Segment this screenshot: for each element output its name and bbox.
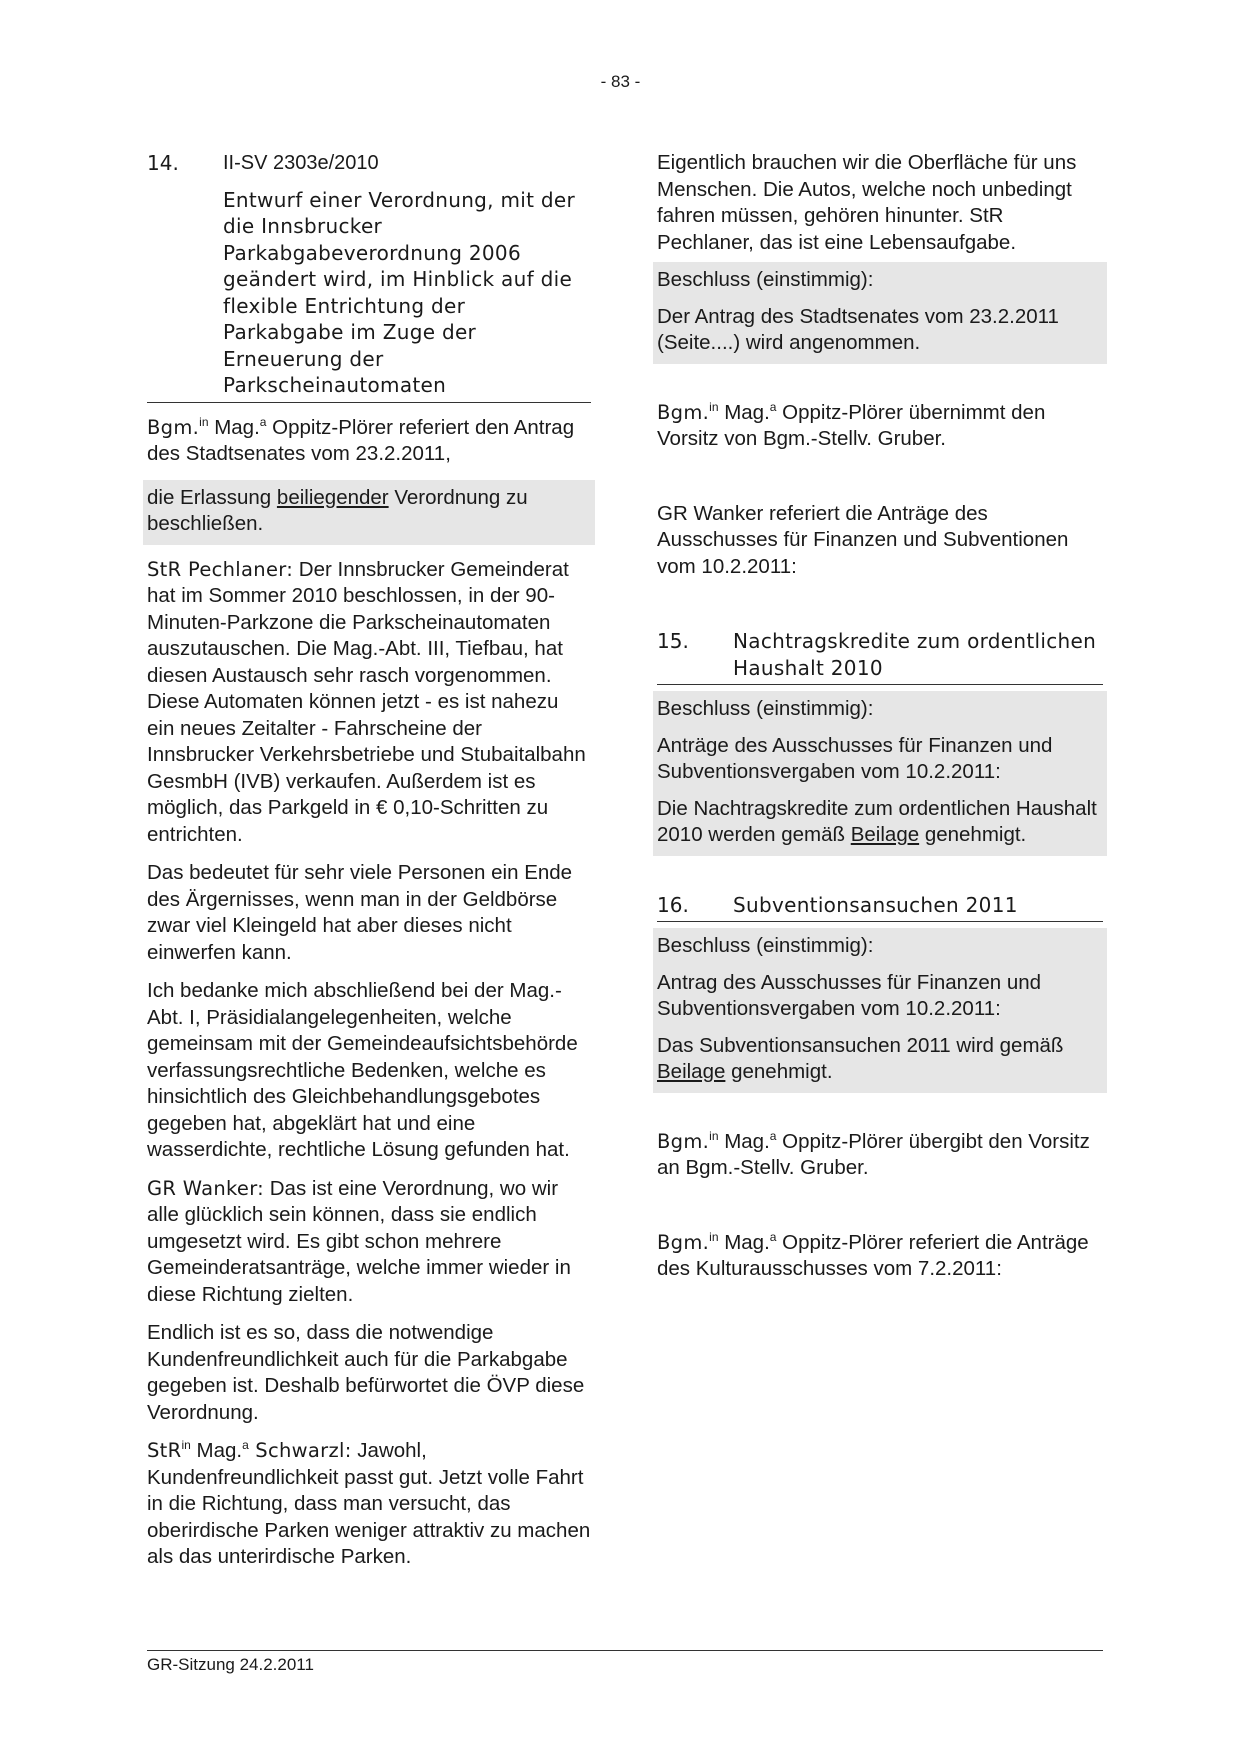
item-title: Entwurf einer Verordnung, mit der die Innsbrucker Parkabgabeverordnung 2006 geändert wird, im Hinblick auf die flexible Entrichtung der Parkabgabe im Zuge der Erneuerung der Parkscheinautomaten [223, 187, 576, 397]
attachment-link[interactable]: Beilage [657, 1060, 726, 1083]
attachment-link[interactable]: Beilage [850, 823, 920, 846]
page-number: - 83 - [600, 72, 641, 91]
speech-wanker: GR Wanker: Das ist eine Verordnung, wo wir alle glücklich sein können, dass sie endlich umgesetzt wird. Es gibt schon mehrere Gemeinderatsanträge, welche immer wieder in diese Richtung zielten. [147, 1176, 571, 1306]
resolution-box [653, 691, 1107, 856]
footer-divider [147, 1650, 1103, 1651]
resolution-label: Beschluss (einstimmig): [657, 268, 874, 291]
item-number: 14. [147, 151, 179, 175]
resolution-text: Antrag des Ausschusses für Finanzen und Subventionsvergaben vom 10.2.2011: [657, 970, 1042, 1020]
referral-paragraph: Bgm.$^{in}$ Mag.$^a$ Oppitz-Plörer referiert die Anträge des Kulturausschusses vom 7.2.2011: [657, 1229, 1089, 1280]
resolution-label: Beschluss (einstimmig): [657, 934, 874, 957]
resolution-box [653, 928, 1107, 1093]
item-number: 15. [657, 629, 689, 653]
paragraph: Eigentlich brauchen wir die Oberfläche für uns Menschen. Die Autos, welche noch unbedingt fahren müssen, gehören hinunter. StR Pechlaner, das ist eine Lebensaufgabe. [657, 151, 1077, 254]
resolution-text: Die Nachtragskredite zum ordentlichen Haushalt 2010 werden gemäß Beilage genehmigt. [657, 796, 1097, 846]
agenda-item-15 [657, 628, 1103, 685]
motion-box: die Erlassung beiliegender Verordnung zu beschließen. [143, 480, 595, 545]
speaker-name: GR Wanker: [147, 1176, 265, 1200]
item-code: II-SV 2303e/2010 [223, 152, 379, 174]
left-column [147, 150, 591, 1583]
paragraph: Endlich ist es so, dass die notwendige Kundenfreundlichkeit auch für die Parkabgabe gegeben ist. Deshalb befürwortet die ÖVP diese Verordnung. [147, 1321, 585, 1424]
resolution-box [653, 262, 1107, 364]
resolution-text: Anträge des Ausschusses für Finanzen und Subventionsvergaben vom 10.2.2011: [657, 733, 1053, 783]
agenda-item-16 [657, 892, 1103, 923]
speech-schwarzl: StR$^{in}$ Mag.$^a$ Schwarzl: Jawohl, Kundenfreundlichkeit passt gut. Jetzt volle Fahrt in die Richtung, dass man versucht, das oberirdische Parken weniger attraktiv zu machen als das unterirdische Parken. [147, 1438, 591, 1568]
agenda-item-14 [147, 150, 591, 403]
chair-handover: Bgm.$^{in}$ Mag.$^a$ Oppitz-Plörer übernimmt den Vorsitz von Bgm.-Stellv. Gruber. [657, 399, 1046, 450]
resolution-text: Der Antrag des Stadtsenates vom 23.2.2011 (Seite....) wird angenommen. [657, 304, 1059, 354]
paragraph: Das bedeutet für sehr viele Personen ein Ende des Ärgernisses, wenn man in der Geldbörse zwar viel Kleingeld hat aber dieses nicht einwerfen kann. [147, 861, 573, 964]
item-number: 16. [657, 892, 689, 917]
attachment-link[interactable]: beiliegender [276, 485, 389, 509]
footer-text: GR-Sitzung 24.2.2011 [147, 1655, 314, 1674]
speech-pechlaner: StR Pechlaner: Der Innsbrucker Gemeinderat hat im Sommer 2010 beschlossen, in der 90-Minuten-Parkzone die Parkscheinautomaten auszutauschen. Die Mag.-Abt. III, Tiefbau, hat diesen Austausch sehr rasch vorgenommen. Diese Automaten können jetzt - es ist nahezu ein neues Zeitalter - Fahrscheine der Innsbrucker Verkehrsbetriebe und Stubaitalbahn GesmbH (IVB) verkaufen. Außerdem ist es möglich, das Parkgeld in € 0,10-Schritten zu entrichten. [147, 557, 586, 846]
right-column [657, 150, 1103, 1295]
resolution-text: Das Subventionsansuchen 2011 wird gemäß Beilage genehmigt. [657, 1033, 1064, 1083]
referral-paragraph: GR Wanker referiert die Anträge des Ausschusses für Finanzen und Subventionen vom 10.2.2011: [657, 501, 1069, 578]
speaker-name: StR Pechlaner: [147, 557, 294, 581]
item-title: Subventionsansuchen 2011 [733, 892, 1018, 917]
chair-handover: Bgm.$^{in}$ Mag.$^a$ Oppitz-Plörer übergibt den Vorsitz an Bgm.-Stellv. Gruber. [657, 1128, 1090, 1179]
item-title: Nachtragskredite zum ordentlichen Haushalt 2010 [733, 629, 1097, 680]
referral-paragraph: Bgm.$^{in}$ Mag.$^a$ Oppitz-Plörer referiert den Antrag des Stadtsenates vom 23.2.2011, [147, 414, 575, 465]
paragraph: Ich bedanke mich abschließend bei der Mag.-Abt. I, Präsidialangelegenheiten, welche gemeinsam mit der Gemeindeaufsichtsbehörde verfassungsrechtliche Bedenken, welche es hinsichtlich des Gleichbehandlungsgebotes gegeben hat, abgeklärt hat und eine wasserdichte, rechtliche Lösung gefunden hat. [147, 979, 578, 1161]
resolution-label: Beschluss (einstimmig): [657, 697, 874, 720]
